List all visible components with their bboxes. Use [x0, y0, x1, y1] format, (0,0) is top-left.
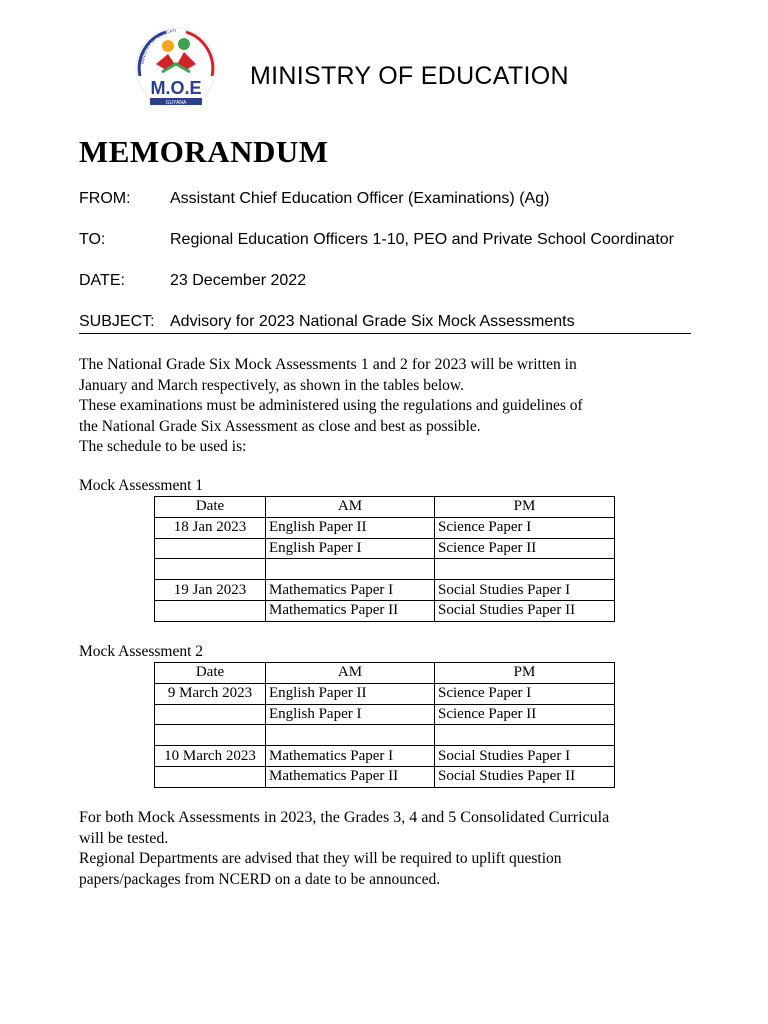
cell-am: Mathematics Paper II [266, 766, 435, 787]
table-row [155, 704, 615, 725]
table-row [155, 683, 615, 704]
cell-date [155, 725, 266, 746]
intro-line-2: January and March respectively, as shown in the tables below. [79, 376, 464, 394]
cell-pm: Science Paper II [435, 704, 615, 725]
cell-date [155, 538, 266, 559]
intro-line-5: The schedule to be used is: [79, 438, 247, 455]
cell-am [266, 725, 435, 746]
closing-line-4: papers/packages from NCERD on a date to be announced. [79, 870, 441, 888]
table-row [155, 746, 615, 767]
table-row [155, 600, 615, 621]
header-pm: PM [435, 497, 615, 518]
header-pm: PM [435, 663, 615, 684]
table-row [155, 517, 615, 538]
cell-pm: Science Paper I [435, 517, 615, 538]
mock2-caption: Mock Assessment 2 [79, 643, 203, 660]
table-header-row [155, 663, 615, 684]
from-value: Assistant Chief Education Officer (Examinations) (Ag) [170, 190, 550, 207]
table-row [155, 580, 615, 601]
ministry-logo [126, 24, 226, 114]
mock1-caption: Mock Assessment 1 [79, 477, 203, 494]
from-label: FROM: [79, 190, 131, 207]
header-date: Date [155, 497, 266, 518]
cell-date [155, 704, 266, 725]
cell-pm: Social Studies Paper I [435, 746, 615, 767]
cell-pm [435, 559, 615, 580]
logo-ring-text: MINISTRY OF EDUCATI [139, 27, 177, 65]
cell-am: English Paper I [266, 538, 435, 559]
header-am: AM [266, 497, 435, 518]
cell-am: Mathematics Paper II [266, 600, 435, 621]
closing-line-3: Regional Departments are advised that they will be required to uplift question [79, 850, 562, 867]
subject-value: Advisory for 2023 National Grade Six Mock Assessments [170, 313, 575, 330]
intro-line-4: the National Grade Six Assessment as close and best as possible. [79, 417, 481, 435]
table-row [155, 725, 615, 746]
cell-pm: Social Studies Paper II [435, 600, 615, 621]
mock2-table [154, 662, 615, 788]
cell-pm: Social Studies Paper I [435, 580, 615, 601]
memo-title: MEMORANDUM [79, 134, 329, 169]
cell-pm [435, 725, 615, 746]
intro-paragraph [79, 355, 699, 458]
to-label: TO: [79, 231, 106, 248]
closing-line-1: For both Mock Assessments in 2023, the Grades 3, 4 and 5 Consolidated Curricula [79, 809, 610, 826]
cell-date: 19 Jan 2023 [155, 580, 266, 601]
logo-subtext: GUYANA [165, 100, 187, 106]
intro-text: will be written in [466, 356, 577, 373]
header-date: Date [155, 663, 266, 684]
mock1-table [154, 496, 615, 622]
date-label: DATE: [79, 272, 125, 289]
cell-am [266, 559, 435, 580]
cell-date: 18 Jan 2023 [155, 517, 266, 538]
cell-am: English Paper II [266, 683, 435, 704]
cell-date [155, 559, 266, 580]
intro-line-3: These examinations must be administered using the regulations and guidelines of [79, 397, 583, 414]
cell-am: English Paper II [266, 517, 435, 538]
to-value: Regional Education Officers 1-10, PEO and Private School Coordinator [170, 231, 674, 248]
closing-paragraph [79, 808, 699, 890]
cell-am: Mathematics Paper I [266, 580, 435, 601]
cell-am: English Paper I [266, 704, 435, 725]
cell-pm: Science Paper I [435, 683, 615, 704]
header-divider [79, 333, 691, 334]
intro-line-1 [79, 355, 699, 376]
table-row [155, 766, 615, 787]
cell-pm: Social Studies Paper II [435, 766, 615, 787]
header-am: AM [266, 663, 435, 684]
cell-date: 10 March 2023 [155, 746, 266, 767]
intro-text: The [79, 356, 107, 373]
subject-label: SUBJECT: [79, 313, 155, 330]
cell-am: Mathematics Paper I [266, 746, 435, 767]
table-row [155, 538, 615, 559]
logo-text: M.O.E [150, 78, 202, 98]
cell-date [155, 766, 266, 787]
cell-date: 9 March 2023 [155, 683, 266, 704]
cell-date [155, 600, 266, 621]
table-row [155, 559, 615, 580]
intro-emphasis: National Grade Six Mock Assessments 1 and 2 for 2023 [106, 356, 467, 373]
closing-line-2: will be tested. [79, 829, 169, 847]
cell-pm: Science Paper II [435, 538, 615, 559]
ministry-name: MINISTRY OF EDUCATION [250, 62, 569, 90]
table-header-row [155, 497, 615, 518]
date-value: 23 December 2022 [170, 272, 307, 289]
